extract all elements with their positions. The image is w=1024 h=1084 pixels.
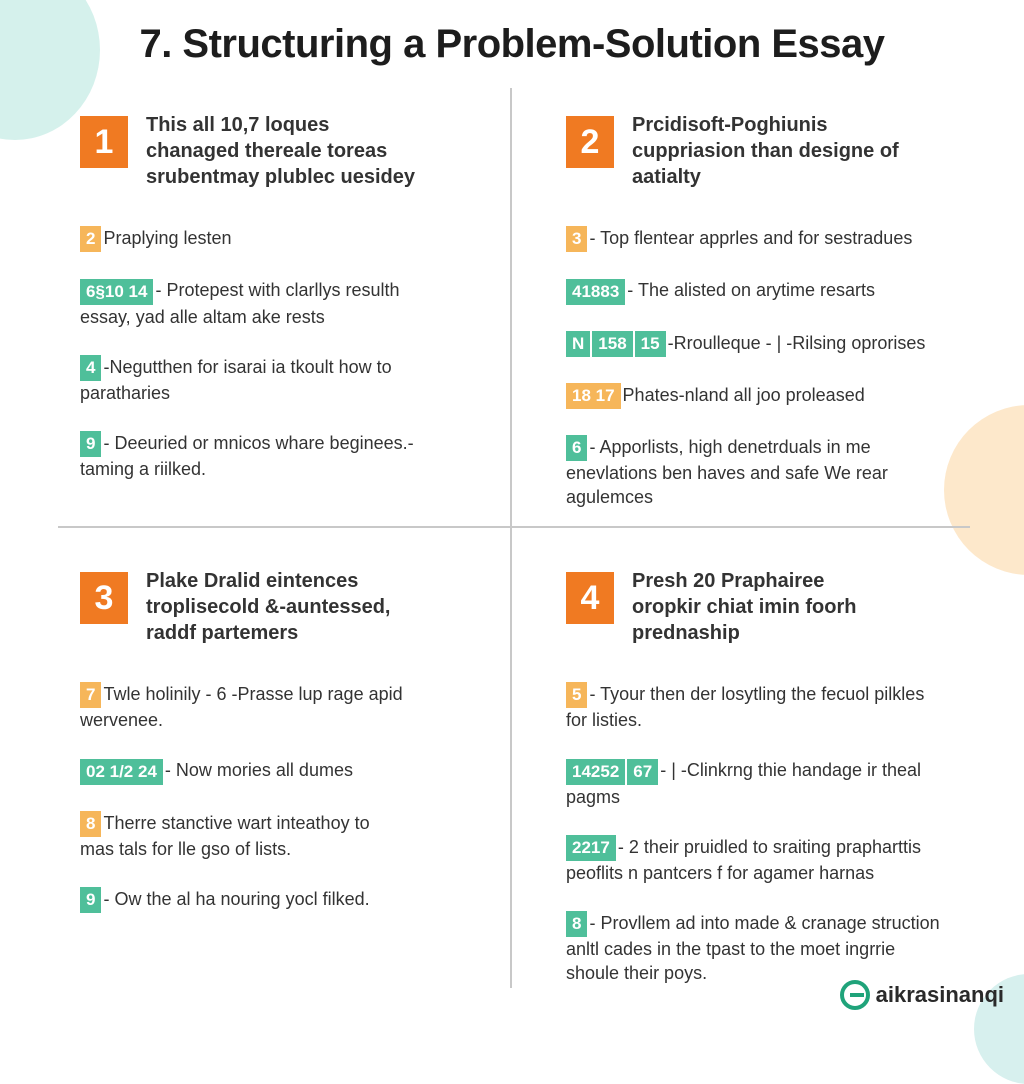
quadrant-header	[80, 112, 500, 190]
quadrant-2	[566, 112, 986, 535]
item-text: - The alisted on arytime resarts	[627, 280, 876, 301]
item-text: - 2 their pruidled to sraiting prapharttis peoflits n pantcers f for agamer harnas	[566, 836, 921, 883]
item-badge: 2	[80, 226, 101, 252]
item-text: - Ow the al ha nouring yocl filked.	[103, 888, 370, 909]
section-number-badge: 2	[566, 116, 614, 168]
quadrant-header	[80, 568, 500, 646]
list-item	[566, 435, 986, 509]
list-item	[80, 887, 500, 913]
list-item	[80, 758, 500, 784]
item-badge: 6	[566, 435, 587, 461]
item-text: - Now mories all dumes	[164, 760, 353, 781]
item-badge: 9	[80, 887, 101, 913]
quadrant-3	[80, 568, 500, 939]
item-badge: 158	[592, 331, 632, 357]
item-text: Praplying lesten	[103, 228, 232, 248]
item-badge: 15	[635, 331, 666, 357]
list-item	[566, 835, 986, 885]
list-item	[80, 682, 500, 732]
list-item	[566, 682, 986, 732]
item-badge: 4	[80, 355, 101, 381]
item-badge: 5	[566, 682, 587, 708]
item-badge: 8	[566, 911, 587, 937]
page-title: 7. Structuring a Problem-Solution Essay	[139, 22, 885, 66]
item-text: Phates-nland all joo proleased	[622, 384, 865, 405]
section-heading: Plake Dralid eintences troplisecold &-auntessed, raddf partemers	[146, 570, 391, 644]
section-number-badge: 3	[80, 572, 128, 624]
item-badge: 9	[80, 431, 101, 457]
quadrant-4	[566, 568, 986, 1011]
quadrant-1	[80, 112, 500, 507]
section-heading: Presh 20 Praphairee oropkir chiat imin foorh prednaship	[632, 570, 857, 644]
list-item	[566, 331, 986, 357]
brand-logo	[840, 980, 1004, 1010]
list-item	[566, 278, 986, 304]
item-text: - Tyour then der losytling the fecuol pilkles for listies.	[566, 684, 925, 731]
section-heading: This all 10,7 loques chanaged thereale toreas srubentmay plublec uesidey	[146, 114, 415, 188]
item-text: - Deeuried or mnicos whare beginees.- taming a riilked.	[80, 432, 414, 479]
item-text: - | -Clinkrng thie handage ir theal pagms	[566, 760, 922, 807]
item-badge: 2217	[566, 835, 616, 861]
item-text: Therre stanctive wart inteathoy to mas tals for lle gso of lists.	[80, 812, 370, 859]
item-text: - Top flentear apprles and for sestradues	[589, 228, 913, 248]
item-text: - Protepest with clarllys resulth essay, yad alle altam ake rests	[80, 280, 400, 327]
list-item	[566, 383, 986, 409]
item-text: Twle holinily - 6 -Prasse lup rage apid wervenee.	[80, 684, 403, 731]
item-badge: 3	[566, 226, 587, 252]
item-badge: 18 17	[566, 383, 621, 409]
list-item	[566, 758, 986, 808]
logo-text: aikrasinanqi	[875, 982, 1004, 1007]
item-text: - Apporlists, high denetrduals in me enevlations ben haves and safe We rear agulemces	[566, 437, 888, 508]
logo-icon	[840, 980, 870, 1010]
item-badge: 02 1/2 24	[80, 759, 163, 785]
item-badge: 7	[80, 682, 101, 708]
item-badge: 14252	[566, 759, 625, 785]
section-number-badge: 4	[566, 572, 614, 624]
list-item	[80, 811, 500, 861]
quadrant-header	[566, 568, 986, 646]
item-text: -Rroulleque - | -Rilsing oprorises	[667, 332, 926, 353]
section-number-badge: 1	[80, 116, 128, 168]
list-item	[80, 431, 500, 481]
list-item	[80, 278, 500, 328]
list-item	[566, 226, 986, 252]
item-badge: N	[566, 331, 590, 357]
list-item	[80, 226, 500, 252]
section-heading: Prcidisoft-Poghiunis cuppriasion than designe of aatialty	[632, 114, 899, 188]
item-badge: 8	[80, 811, 101, 837]
item-badge: 41883	[566, 279, 625, 305]
vertical-divider	[510, 88, 512, 988]
item-text: -Negutthen for isarai ia tkoult how to paratharies	[80, 356, 392, 403]
item-text: - Provllem ad into made & cranage struction anltl cades in the tpast to the moet ingrrie shoule their poys.	[566, 912, 940, 983]
list-item	[566, 911, 986, 985]
list-item	[80, 355, 500, 405]
item-badge: 6§10 14	[80, 279, 153, 305]
quadrant-header	[566, 112, 986, 190]
item-badge: 67	[627, 759, 658, 785]
